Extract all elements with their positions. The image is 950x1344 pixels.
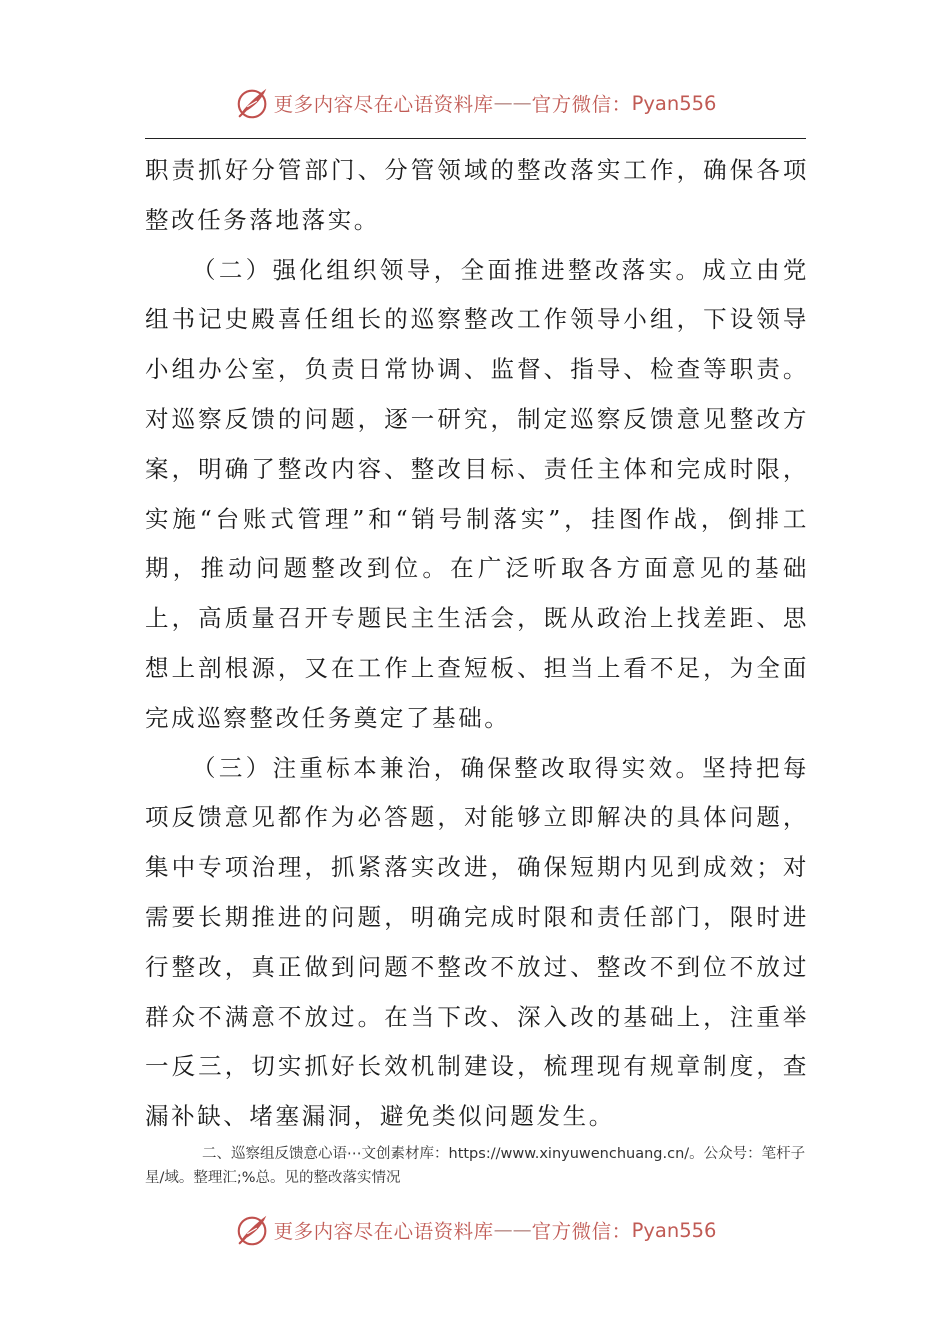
footer-banner <box>0 1205 950 1255</box>
paragraph-section-2: （二）强化组织领导，全面推进整改落实。成立由党组书记史殿喜任组长的巡察整改工作领导小组，下设领导小组办公室，负责日常协调、监督、指导、检查等职责。对巡察反馈的问题，逐一研究，制定巡察反馈意见整改方案，明确了整改内容、整改目标、责任主体和完成时限，实施“台账式管理”和“销号制落实”，挂图作战，倒排工期，推动问题整改到位。在广泛听取各方面意见的基础上，高质量召开专题民主生活会，既从政治上找差距、思想上剖根源，又在工作上查短板、担当上看不足，为全面完成巡察整改任务奠定了基础。 <box>145 255 809 732</box>
header-banner <box>0 78 950 128</box>
header-brand-text: 更多内容尽在心语资料库 <box>273 93 494 116</box>
footer-contact-text: 官方微信： <box>531 1220 632 1243</box>
footer-brand-text: 更多内容尽在心语资料库 <box>273 1220 494 1243</box>
quill-pen-seal-icon <box>234 1211 272 1249</box>
header-rule <box>145 138 806 139</box>
document-body <box>145 146 809 1142</box>
header-separator: —— <box>493 92 532 114</box>
header-contact-id: Pyan556 <box>631 91 717 115</box>
footer-contact-id: Pyan556 <box>631 1218 717 1242</box>
quill-pen-seal-icon <box>234 84 272 122</box>
paragraph-section-3: （三）注重标本兼治，确保整改取得实效。坚持把每项反馈意见都作为必答题，对能够立即解决的具体问题，集中专项治理，抓紧落实改进，确保短期内见到成效；对需要长期推进的问题，明确完成时限和责任部门，限时进行整改，真正做到问题不整改不放过、整改不到位不放过群众不满意不放过。在当下改、深入改的基础上，注重举一反三，切实抓好长效机制建设，梳理现有规章制度，查漏补缺、堵塞漏洞，避免类似问题发生。 <box>145 753 809 1131</box>
footer-separator: —— <box>493 1219 532 1241</box>
header-contact-text: 官方微信： <box>531 93 632 116</box>
footnote-text: 二、巡察组反馈意心语⋯文创素材库：https://www.xinyuwenchuang.cn/。公众号：笔杆子星/域。整理汇;%总。见的整改落实情况 <box>145 1146 806 1186</box>
paragraph-continuation: 职责抓好分管部门、分管领域的整改落实工作，确保各项整改任务落地落实。 <box>145 156 809 234</box>
